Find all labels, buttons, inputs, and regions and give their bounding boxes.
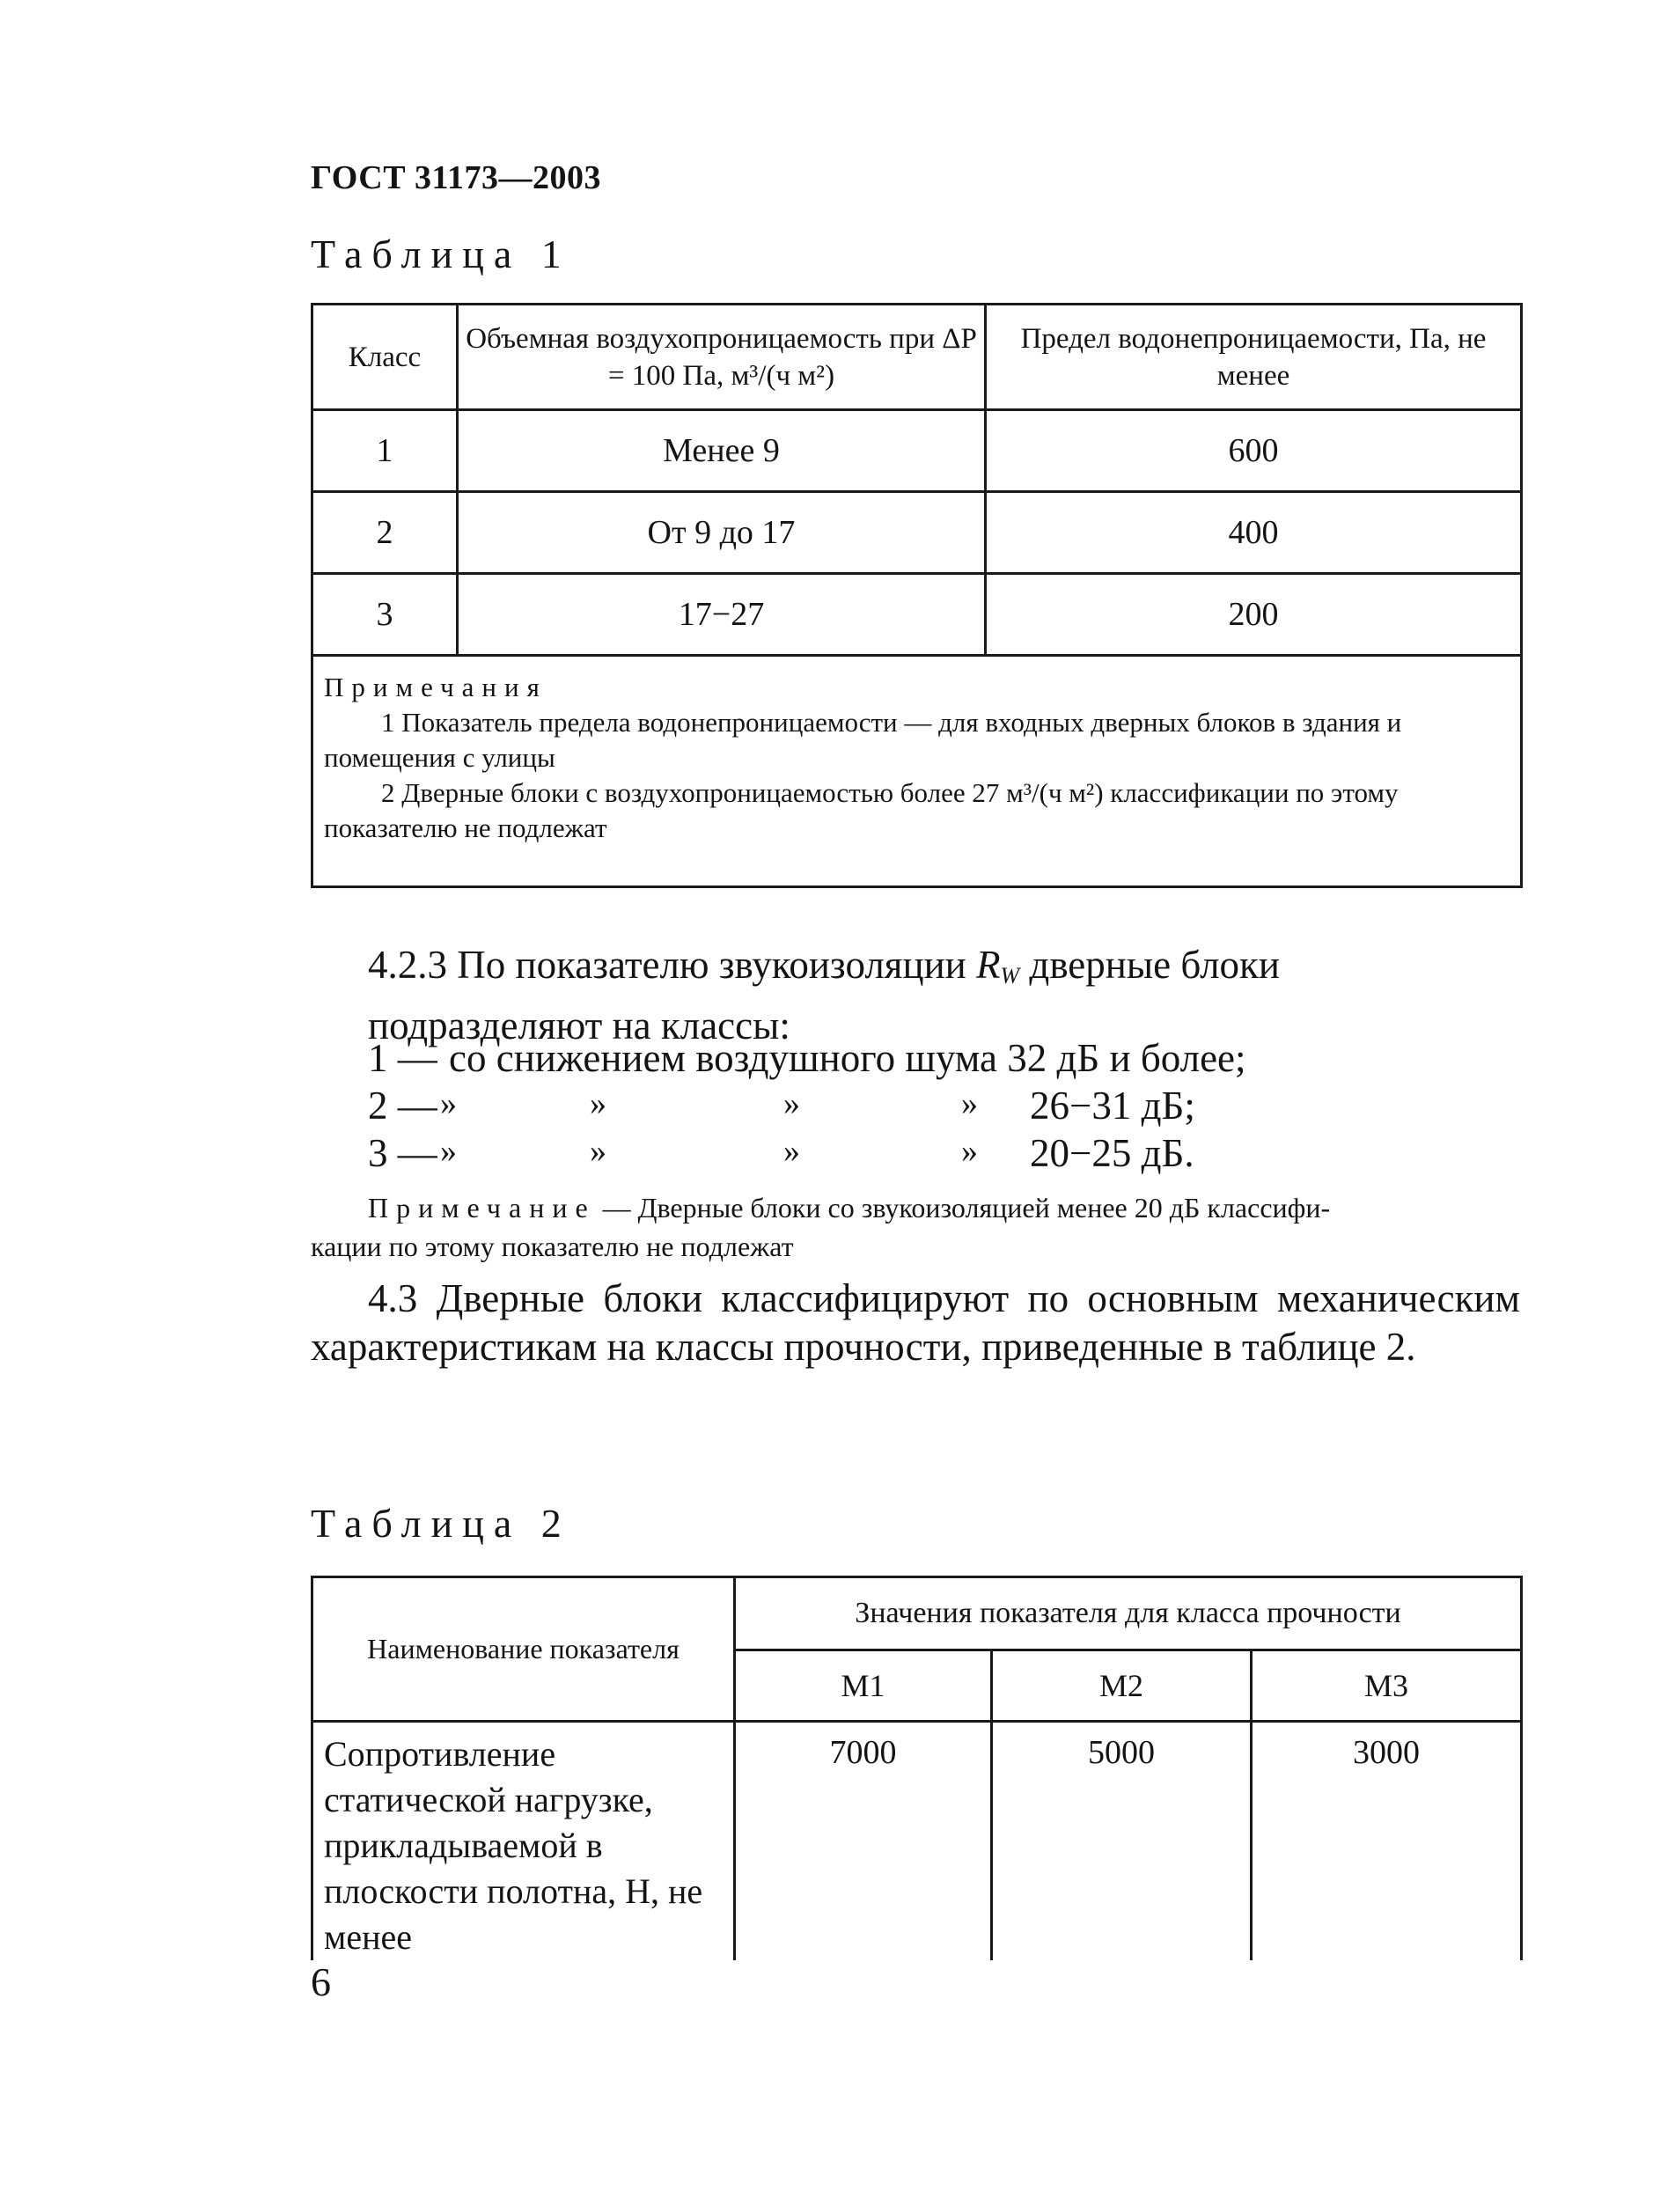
- section-423-symbol-sub: W: [1000, 963, 1020, 988]
- table-cell: 1: [312, 410, 458, 492]
- class-3-ditto-3: »: [783, 1133, 800, 1170]
- table1: [311, 303, 1523, 888]
- table2-row-name: Сопротивление статической нагрузке, прикладываемой в плоскости полотна, Н, не менее: [312, 1722, 735, 1961]
- section-423-note: [311, 1188, 1520, 1266]
- table-row: [312, 1722, 1522, 1961]
- table-cell: 3000: [1252, 1722, 1522, 1961]
- section-423-text-before: 4.2.3 По показателю звукоизоляции: [368, 943, 966, 987]
- table1-header-air: Объемная воздухопроницаемость при ΔP = 100 Па, м³/(ч м²): [458, 305, 986, 410]
- table-cell: 2: [312, 492, 458, 574]
- table-cell: 3: [312, 574, 458, 656]
- class-3-value: 20−25 дБ.: [1030, 1131, 1194, 1175]
- table2-caption: Таблица 2: [311, 1501, 571, 1546]
- class-2-value: 26−31 дБ;: [1030, 1084, 1195, 1128]
- table2: [311, 1576, 1523, 1960]
- class-3-ditto-1: »: [440, 1133, 457, 1170]
- class-1-text: со снижением воздушного шума 32 дБ и более;: [449, 1036, 1246, 1080]
- table1-caption: Таблица 1: [311, 231, 571, 276]
- class-2-num: 2 —: [368, 1084, 437, 1128]
- section-423-note-label: Примечание: [368, 1192, 596, 1224]
- table1-header-water: Предел водонепроницаемости, Па, не менее: [986, 305, 1522, 410]
- class-3-ditto-4: »: [961, 1133, 978, 1170]
- section-423-intro: [368, 940, 1520, 1050]
- table2-header-m2: M2: [992, 1650, 1252, 1722]
- table2-header-name: Наименование показателя: [312, 1577, 735, 1722]
- table-cell: 7000: [735, 1722, 992, 1961]
- class-2-ditto-2: »: [590, 1085, 606, 1122]
- table-row: [312, 492, 1522, 574]
- table-cell: 200: [986, 574, 1522, 656]
- table-cell: 17−27: [458, 574, 986, 656]
- table1-note-2: 2 Дверные блоки с воздухопроницаемостью более 27 м³/(ч м²) классификации по этому показателю не подлежат: [324, 777, 1399, 843]
- section-423-note-text: — Дверные блоки со звукоизоляцией менее 20 дБ классифи-: [602, 1192, 1331, 1224]
- table-row: [312, 410, 1522, 492]
- table1-notes-row: [312, 656, 1522, 887]
- table1-notes: [312, 656, 1522, 887]
- table1-header-class: Класс: [312, 305, 458, 410]
- section-423-text-after: дверные блоки подразделяют на классы:: [368, 943, 1280, 1047]
- table-row: [312, 574, 1522, 656]
- class-3-num: 3 —: [368, 1131, 437, 1175]
- table2-header-m1: M1: [735, 1650, 992, 1722]
- page-number: 6: [311, 1959, 331, 2004]
- class-2-ditto-3: »: [783, 1085, 800, 1122]
- table-cell: От 9 до 17: [458, 492, 986, 574]
- section-423-note-cont: кации по этому показателю не подлежат: [311, 1231, 794, 1262]
- document-header: ГОСТ 31173—2003: [311, 159, 601, 196]
- table-cell: Менее 9: [458, 410, 986, 492]
- class-2-ditto-1: »: [440, 1085, 457, 1122]
- class-2-ditto-4: »: [961, 1085, 978, 1122]
- table-cell: 5000: [992, 1722, 1252, 1961]
- class-1-num: 1 —: [368, 1036, 437, 1080]
- table-cell: 400: [986, 492, 1522, 574]
- table-cell: 600: [986, 410, 1522, 492]
- class-3-ditto-2: »: [590, 1133, 606, 1170]
- table2-header-group: Значения показателя для класса прочности: [735, 1577, 1522, 1650]
- section-423-symbol: R: [976, 943, 1001, 987]
- section-43-text: 4.3 Дверные блоки классифицируют по основным механическим характеристикам на классы прочности, приведенные в таблице 2.: [311, 1276, 1520, 1369]
- table1-header-row: [312, 305, 1522, 410]
- table1-notes-title: Примечания: [324, 672, 547, 702]
- table2-header-m3: M3: [1252, 1650, 1522, 1722]
- table2-header-row-1: [312, 1577, 1522, 1650]
- table1-note-1: 1 Показатель предела водонепроницаемости — для входных дверных блоков в здания и помещения с улицы: [324, 707, 1402, 773]
